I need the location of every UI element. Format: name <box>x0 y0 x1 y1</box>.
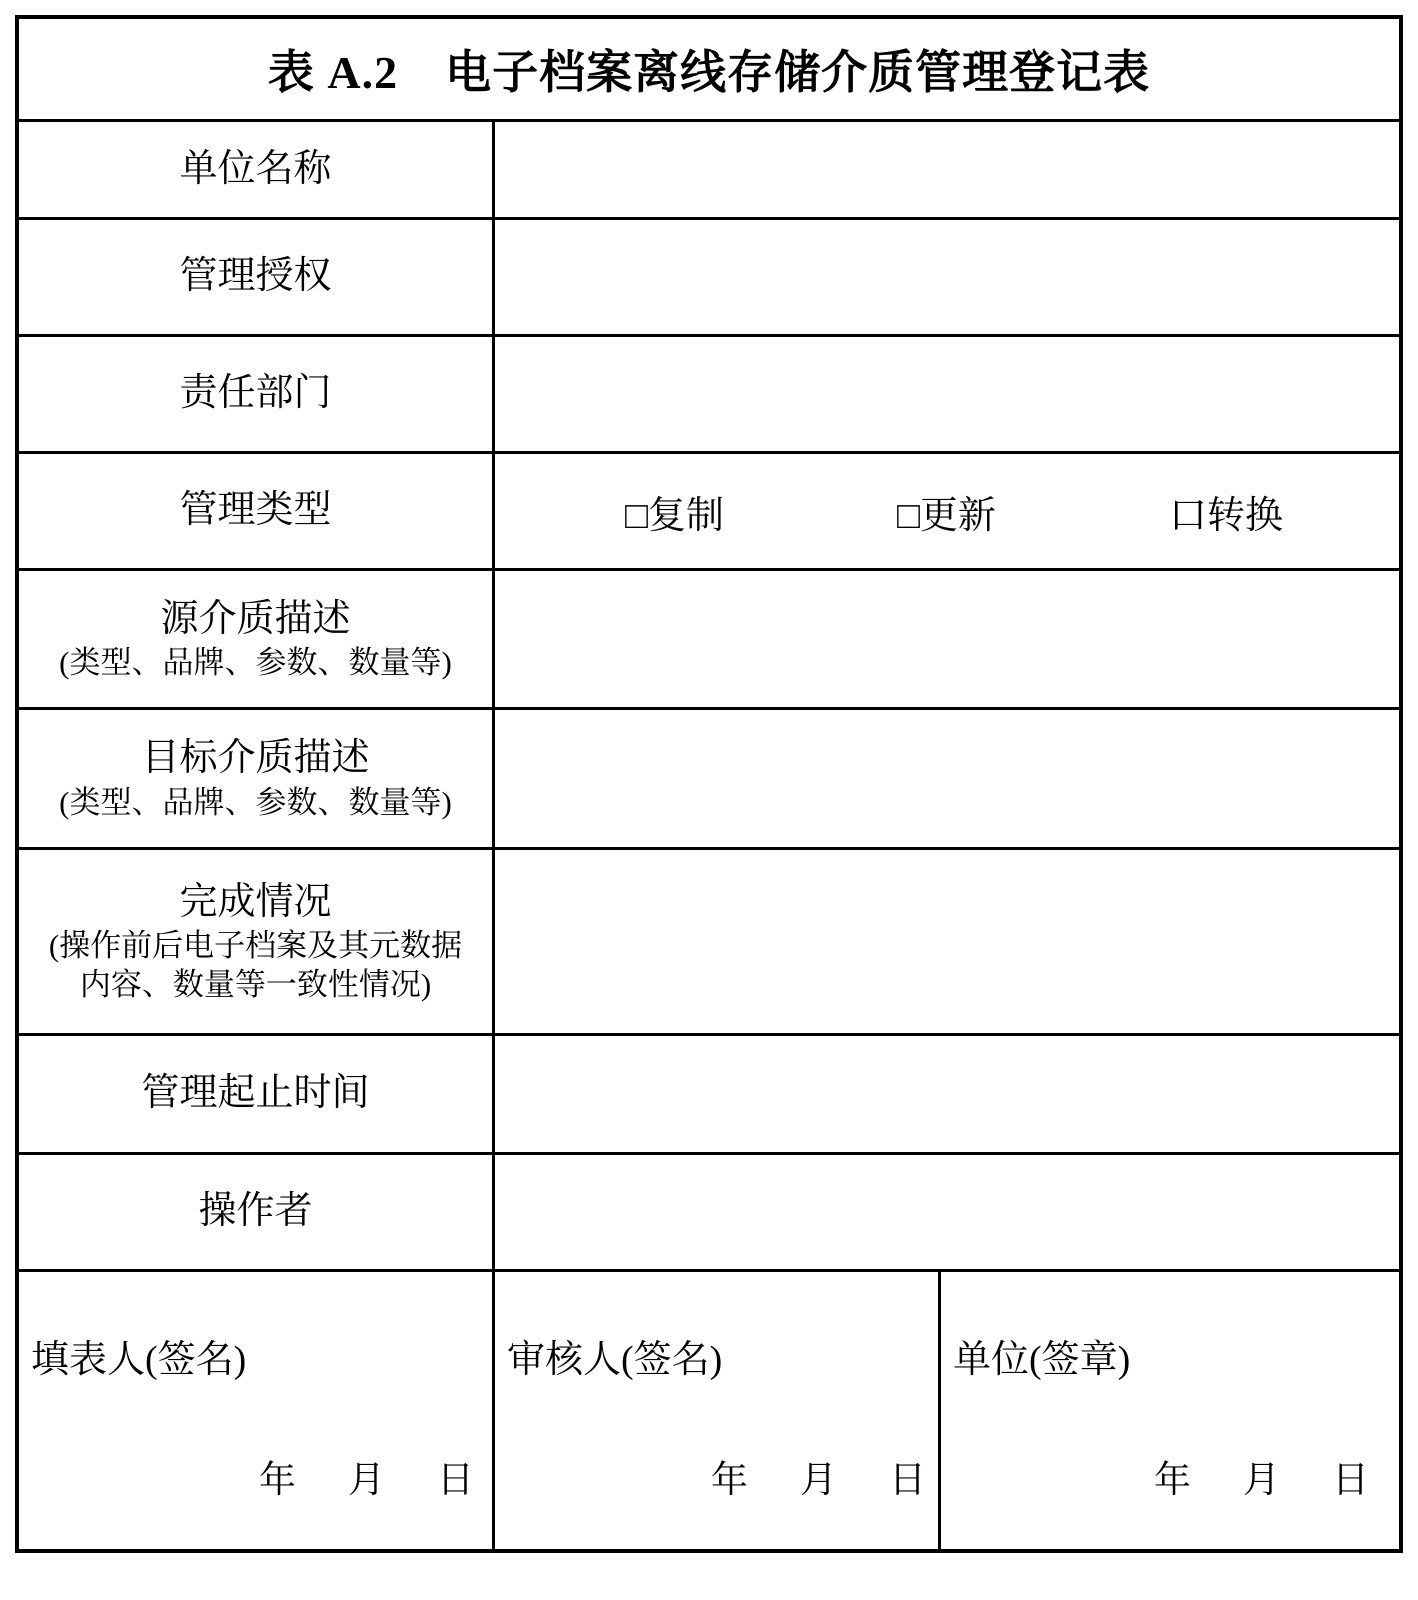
unit-seal-month-label: 月 <box>1243 1460 1280 1501</box>
row-management-authorization <box>19 217 1399 334</box>
management-time-range-label-text: 管理起止时间 <box>141 1072 370 1115</box>
preparer-month-label: 月 <box>348 1460 385 1501</box>
management-time-range-label <box>19 1036 495 1152</box>
responsible-department-label-text: 责任部门 <box>179 372 332 415</box>
management-time-range-value-cell[interactable] <box>495 1036 1399 1152</box>
management-type-value-cell <box>495 454 1399 568</box>
checkbox-option-convert[interactable]: 口转换 <box>1168 494 1283 537</box>
unit-seal-year-label: 年 <box>1154 1460 1191 1501</box>
source-media-description-value-cell[interactable] <box>495 571 1399 707</box>
reviewer-year-label: 年 <box>711 1460 748 1501</box>
operator-label <box>19 1155 495 1269</box>
target-media-description-label-text: 目标介质描述 <box>141 737 370 780</box>
operator-value-cell[interactable] <box>495 1155 1399 1269</box>
unit-name-label-text: 单位名称 <box>179 147 332 190</box>
reviewer-signature-label: 审核人(签名) <box>507 1339 723 1381</box>
management-authorization-value-cell[interactable] <box>495 220 1399 334</box>
row-operator <box>19 1152 1399 1269</box>
completion-status-value-cell[interactable] <box>495 850 1399 1033</box>
preparer-date-line <box>259 1449 474 1503</box>
reviewer-month-label: 月 <box>800 1460 837 1501</box>
registration-form-table <box>15 15 1403 1553</box>
responsible-department-value-cell[interactable] <box>495 337 1399 451</box>
completion-status-sublabel-line1: (操作前后电子档案及其元数据 <box>48 928 463 964</box>
preparer-year-label: 年 <box>259 1460 296 1501</box>
management-authorization-label <box>19 220 495 334</box>
checkbox-option-update[interactable]: □更新 <box>896 494 996 537</box>
row-completion-status <box>19 847 1399 1033</box>
row-source-media-description <box>19 568 1399 707</box>
preparer-day-label: 日 <box>437 1460 474 1501</box>
target-media-description-value-cell[interactable] <box>495 710 1399 847</box>
row-unit-name <box>19 119 1399 217</box>
completion-status-sublabel-line2: 内容、数量等一致性情况) <box>79 967 432 1003</box>
operator-label-text: 操作者 <box>198 1190 313 1233</box>
source-media-description-label-text: 源介质描述 <box>160 597 351 640</box>
reviewer-day-label: 日 <box>889 1460 926 1501</box>
target-media-description-sublabel: (类型、品牌、参数、数量等) <box>59 784 452 820</box>
unit-seal-day-label: 日 <box>1332 1460 1369 1501</box>
form-title: 表 A.2 电子档案离线存储介质管理登记表 <box>267 47 1151 98</box>
unit-name-label <box>19 122 495 217</box>
management-authorization-label-text: 管理授权 <box>179 255 332 298</box>
row-responsible-department <box>19 334 1399 451</box>
signature-cell-reviewer[interactable] <box>495 1272 941 1549</box>
unit-seal-label: 单位(签章) <box>953 1339 1131 1381</box>
source-media-description-label <box>19 571 495 707</box>
source-media-description-sublabel: (类型、品牌、参数、数量等) <box>59 645 452 681</box>
row-target-media-description <box>19 707 1399 847</box>
completion-status-label <box>19 850 495 1033</box>
title-row <box>19 19 1399 119</box>
completion-status-label-text: 完成情况 <box>179 881 332 924</box>
management-type-label-text: 管理类型 <box>179 489 332 532</box>
row-management-type <box>19 451 1399 568</box>
unit-name-value-cell[interactable] <box>495 122 1399 217</box>
signature-cell-preparer[interactable] <box>19 1272 495 1549</box>
unit-seal-date-line <box>1154 1449 1369 1503</box>
row-management-time-range <box>19 1033 1399 1152</box>
signature-cell-unit-seal[interactable] <box>941 1272 1399 1549</box>
preparer-signature-label: 填表人(签名) <box>31 1339 247 1381</box>
signature-row <box>19 1269 1399 1549</box>
management-type-label <box>19 454 495 568</box>
reviewer-date-line <box>711 1449 926 1503</box>
responsible-department-label <box>19 337 495 451</box>
checkbox-option-copy[interactable]: □复制 <box>625 494 724 537</box>
target-media-description-label <box>19 710 495 847</box>
